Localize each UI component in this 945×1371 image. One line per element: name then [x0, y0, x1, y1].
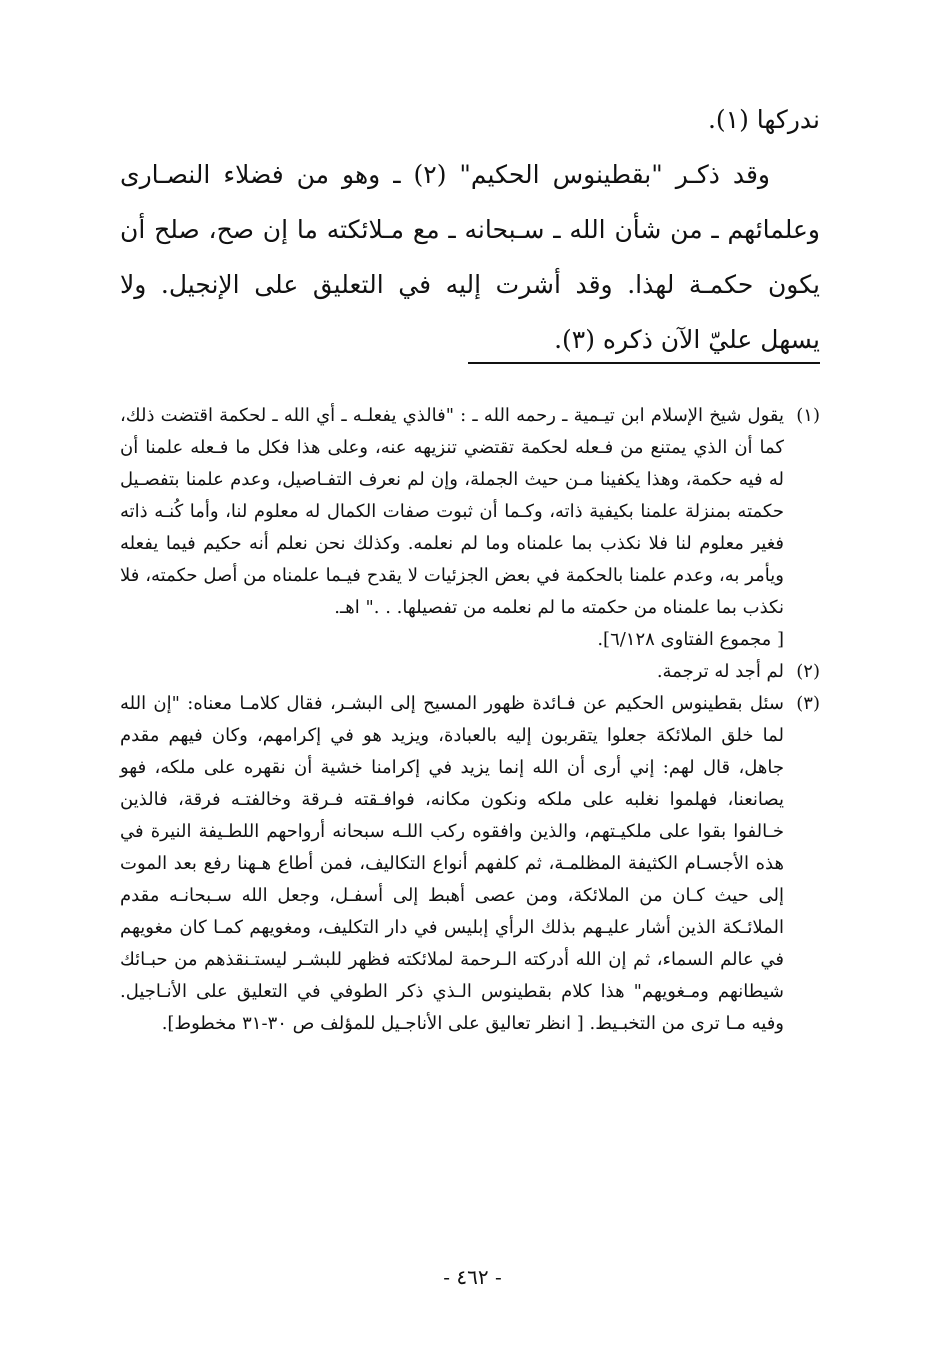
- footnote-number: (١): [796, 405, 820, 426]
- footnote-source: [ مجموع الفتاوى ٦/١٢٨].: [597, 629, 784, 650]
- footnote-number: (٢): [796, 661, 820, 682]
- footnote-text: لم أجد له ترجمة.: [656, 661, 784, 682]
- footnote-number: (٣): [796, 693, 820, 714]
- footnote-divider: [468, 362, 820, 364]
- page-number: - ٤٦٢ -: [443, 1265, 502, 1289]
- footnote-2: [120, 656, 820, 688]
- footnote-text: يقول شيخ الإسلام ابن تيـمية ـ رحمه الله ـ : "فالذي يفعلـه ـ أي الله ـ لحكمة اقتضت ذلك، كما أن الذي يمتنع من فـعله لحكمة تقتضي تنزيهه عنه، وعلى هذا فكل ما فـعله علمنا أن له فيه حكمة، وهذا يكفينا مـن حيث الجملة، وإن لم نعرف التفـاصيل، وعدم علمنا بتفصـيل حكمته بمنزلة علمنا بكيفية ذاته، وكـما أن ثبوت صفات الكمال له معلوم لنا، وأما كُنـه ذاته فغير معلوم لنا فلا نكذب بما علمناه وما لم نعلمه. وكذلك نحن نعلم أنه حكيم فيما يفعله ويأمر به، وعدم علمنا بالحكمة في بعض الجزئيات لا يقدح فيـما علمناه من أصل حكمته، فلا نكذب بما علمناه من حكمته ما لم نعلمه من تفصيلها. . ." اهـ.: [120, 405, 784, 618]
- footnotes: [120, 400, 820, 1040]
- footnote-body: [120, 400, 784, 656]
- main-paragraph-2: وقد ذكـر "بقطينوس الحكيم" (٢) ـ وهو من فضلاء النصـارى وعلمائهم ـ من شأن الله ـ سـبحانه ـ مع مـلائكته ما إن صح، صلح أن يكون حكمـة لهذا. وقد أشرت إليه في التعليق على الإنجيل. ولا يسهل عليّ الآن ذكره (٣).: [120, 160, 820, 354]
- main-paragraph-1: ندركها (١).: [707, 105, 820, 134]
- footnote-body: [120, 656, 784, 688]
- footnote-3: [120, 688, 820, 1040]
- footnote-body: [120, 688, 784, 1040]
- main-text: [120, 92, 820, 367]
- footnote-1: [120, 400, 820, 656]
- footnote-text: سئل بقطينوس الحكيم عن فـائدة ظهور المسيح إلى البشـر، فقال كلامـا معناه: "إن الله لما خلق الملائكة جعلوا يتقربون إليه بالعبادة، ويزيد هو في إكرامهم، وكان فيهم مقدم جاهل، قال لهم: إني أرى أن الله إنما يزيد في إكرامنا خشية أن نقهره على ملكه، فهو يصانعنا، فهلموا نغلبه على ملكه ونكون مكانه، فوافـقته فـرقة وخالفتـه فرقة، فالذين خـالفوا بقوا على ملكيـتهم، والذين وافقوه ركب اللـه سبحانه أرواحهم اللطـيفة النيرة في هذه الأجسـام الكثيفة المظلمـة، ثم كلفهم أنواع التكاليف، فمن أطاع هـهنا رفع بعد الموت إلى حيث كـان من الملائكة، ومن عصى أهبط إلى أسفـل، وجعل الله سـبحانـه مقدم الملائـكة الذين أشار عليـهم بذلك الرأي إبليس في دار التكليف، ومغويهم كمـا كان مغويهم في عالم السماء، ثم إن الله أدركته الـرحمة لملائكته فظهر للبشـر ليستـنقذهم من حبـائك شيطانهم ومـغويهم" هذا كلام بقطينوس الـذي ذكر الطوفي في التعليق على الأنـاجيل. وفيه مـا ترى من التخبـيط. [ انظر تعاليق على الأناجـيل للمؤلف ص ٣٠-٣١ مخطوط].: [120, 693, 784, 1034]
